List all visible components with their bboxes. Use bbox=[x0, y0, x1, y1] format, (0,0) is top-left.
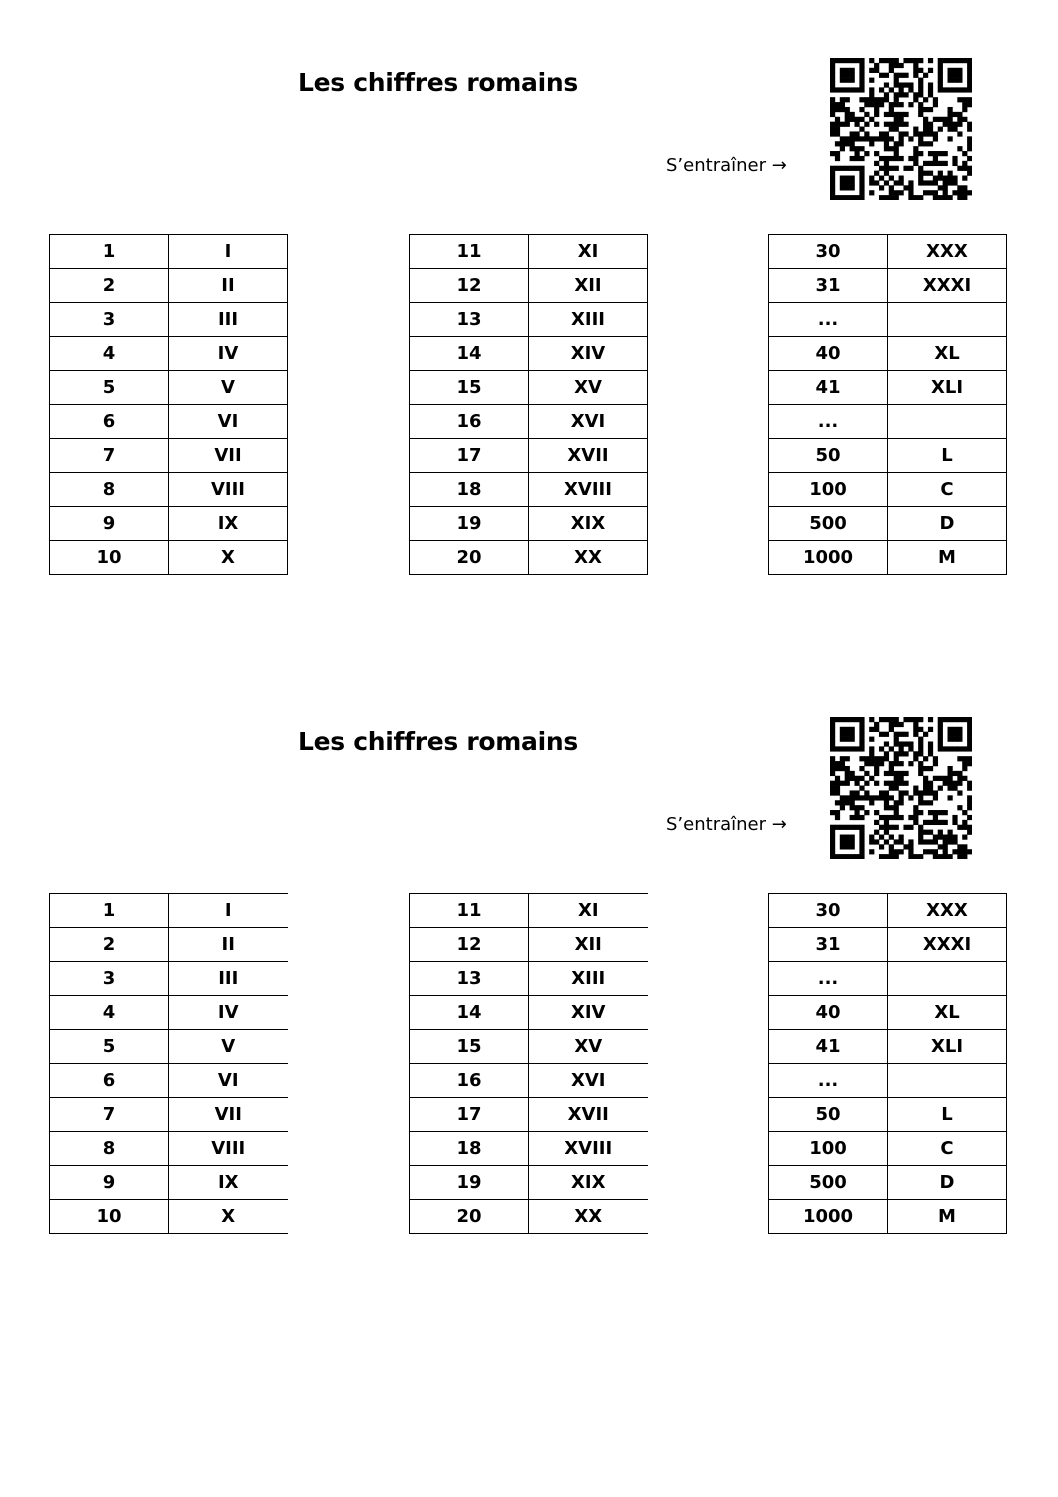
practice-link[interactable]: S’entraîner → bbox=[666, 814, 787, 835]
arabic-number-cell: 10 bbox=[50, 541, 169, 575]
table-row bbox=[410, 1132, 648, 1166]
roman-numeral-cell: XIII bbox=[529, 962, 648, 996]
arabic-number-cell: 500 bbox=[769, 507, 888, 541]
arabic-number-cell: 19 bbox=[410, 1166, 529, 1200]
arabic-number-cell: ... bbox=[769, 303, 888, 337]
arabic-number-cell: ... bbox=[769, 405, 888, 439]
roman-numeral-cell: XX bbox=[529, 541, 648, 575]
table-row bbox=[410, 1064, 648, 1098]
roman-numeral-cell: VI bbox=[169, 405, 288, 439]
table-row bbox=[410, 1200, 648, 1234]
table-row bbox=[410, 507, 648, 541]
roman-numeral-cell: VI bbox=[169, 1064, 288, 1098]
arabic-number-cell: 41 bbox=[769, 1030, 888, 1064]
roman-numeral-cell: XV bbox=[529, 371, 648, 405]
arabic-number-cell: 15 bbox=[410, 371, 529, 405]
table-row bbox=[410, 541, 648, 575]
table-row bbox=[410, 1030, 648, 1064]
roman-numeral-cell: XL bbox=[888, 337, 1007, 371]
arabic-number-cell: 41 bbox=[769, 371, 888, 405]
page-title: Les chiffres romains bbox=[298, 727, 578, 756]
table-row bbox=[50, 507, 288, 541]
roman-numeral-cell: XXX bbox=[888, 235, 1007, 269]
roman-numeral-cell: L bbox=[888, 1098, 1007, 1132]
roman-numeral-cell: XIX bbox=[529, 507, 648, 541]
arabic-number-cell: 50 bbox=[769, 439, 888, 473]
table-row bbox=[410, 269, 648, 303]
table-row bbox=[769, 1030, 1007, 1064]
arabic-number-cell: 16 bbox=[410, 405, 529, 439]
roman-numeral-cell: VII bbox=[169, 439, 288, 473]
table-row bbox=[769, 928, 1007, 962]
roman-numeral-cell: X bbox=[169, 1200, 288, 1234]
table-row bbox=[769, 1064, 1007, 1098]
roman-numeral-cell: L bbox=[888, 439, 1007, 473]
arabic-number-cell: 10 bbox=[50, 1200, 169, 1234]
worksheet-1 bbox=[0, 0, 1058, 640]
table-row bbox=[410, 439, 648, 473]
arabic-number-cell: 30 bbox=[769, 894, 888, 928]
table-row bbox=[769, 541, 1007, 575]
roman-numeral-cell: XIV bbox=[529, 337, 648, 371]
table-row bbox=[50, 1098, 288, 1132]
roman-numeral-cell bbox=[888, 405, 1007, 439]
table-row bbox=[50, 962, 288, 996]
table-row bbox=[410, 996, 648, 1030]
arabic-number-cell: 3 bbox=[50, 303, 169, 337]
roman-numeral-cell: XX bbox=[529, 1200, 648, 1234]
table-row bbox=[769, 337, 1007, 371]
table-row bbox=[769, 996, 1007, 1030]
roman-numeral-cell: XVI bbox=[529, 1064, 648, 1098]
arabic-number-cell: 9 bbox=[50, 1166, 169, 1200]
arabic-number-cell: 8 bbox=[50, 1132, 169, 1166]
table-row bbox=[769, 371, 1007, 405]
page-title: Les chiffres romains bbox=[298, 68, 578, 97]
arabic-number-cell: ... bbox=[769, 1064, 888, 1098]
numeral-table-1-10 bbox=[49, 234, 288, 575]
arabic-number-cell: 40 bbox=[769, 996, 888, 1030]
arabic-number-cell: 6 bbox=[50, 405, 169, 439]
roman-numeral-cell: IV bbox=[169, 337, 288, 371]
arabic-number-cell: 14 bbox=[410, 996, 529, 1030]
arabic-number-cell: 1000 bbox=[769, 1200, 888, 1234]
arabic-number-cell: 11 bbox=[410, 894, 529, 928]
numeral-table-11-20 bbox=[409, 234, 648, 575]
roman-numeral-cell: M bbox=[888, 541, 1007, 575]
arabic-number-cell: 17 bbox=[410, 439, 529, 473]
arabic-number-cell: 31 bbox=[769, 269, 888, 303]
roman-numeral-cell: C bbox=[888, 1132, 1007, 1166]
table-row bbox=[410, 928, 648, 962]
roman-numeral-cell: XVII bbox=[529, 1098, 648, 1132]
table-row bbox=[50, 473, 288, 507]
table-row bbox=[410, 1166, 648, 1200]
arabic-number-cell: 30 bbox=[769, 235, 888, 269]
arabic-number-cell: 5 bbox=[50, 1030, 169, 1064]
table-row bbox=[50, 1064, 288, 1098]
arabic-number-cell: 100 bbox=[769, 473, 888, 507]
roman-numeral-cell: V bbox=[169, 1030, 288, 1064]
arabic-number-cell: 16 bbox=[410, 1064, 529, 1098]
roman-numeral-cell: V bbox=[169, 371, 288, 405]
table-row bbox=[769, 1200, 1007, 1234]
roman-numeral-cell: XXXI bbox=[888, 928, 1007, 962]
table-row bbox=[769, 473, 1007, 507]
table-row bbox=[410, 303, 648, 337]
numeral-table-30-1000 bbox=[768, 234, 1007, 575]
roman-numeral-cell bbox=[888, 303, 1007, 337]
roman-numeral-cell: XI bbox=[529, 235, 648, 269]
roman-numeral-cell: D bbox=[888, 1166, 1007, 1200]
roman-numeral-cell: XV bbox=[529, 1030, 648, 1064]
arabic-number-cell: 12 bbox=[410, 928, 529, 962]
roman-numeral-cell: XIX bbox=[529, 1166, 648, 1200]
arabic-number-cell: 50 bbox=[769, 1098, 888, 1132]
table-row bbox=[50, 439, 288, 473]
table-row bbox=[410, 337, 648, 371]
table-row bbox=[410, 1098, 648, 1132]
arabic-number-cell: 500 bbox=[769, 1166, 888, 1200]
arabic-number-cell: 2 bbox=[50, 928, 169, 962]
table-row bbox=[50, 235, 288, 269]
table-row bbox=[410, 473, 648, 507]
table-row bbox=[769, 1132, 1007, 1166]
roman-numeral-cell: XII bbox=[529, 928, 648, 962]
arabic-number-cell: 4 bbox=[50, 996, 169, 1030]
arabic-number-cell: 4 bbox=[50, 337, 169, 371]
arabic-number-cell: 15 bbox=[410, 1030, 529, 1064]
roman-numeral-cell: XVIII bbox=[529, 1132, 648, 1166]
table-row bbox=[410, 894, 648, 928]
numeral-table-11-20 bbox=[409, 893, 648, 1234]
roman-numeral-cell: X bbox=[169, 541, 288, 575]
arabic-number-cell: 2 bbox=[50, 269, 169, 303]
arabic-number-cell: 100 bbox=[769, 1132, 888, 1166]
roman-numeral-cell: XLI bbox=[888, 1030, 1007, 1064]
table-row bbox=[50, 928, 288, 962]
table-row bbox=[769, 1098, 1007, 1132]
roman-numeral-cell: IX bbox=[169, 507, 288, 541]
table-row bbox=[769, 894, 1007, 928]
arabic-number-cell: 40 bbox=[769, 337, 888, 371]
roman-numeral-cell: XL bbox=[888, 996, 1007, 1030]
table-row bbox=[769, 439, 1007, 473]
numeral-table-1-10 bbox=[49, 893, 288, 1234]
arabic-number-cell: 13 bbox=[410, 303, 529, 337]
table-row bbox=[50, 269, 288, 303]
arabic-number-cell: 14 bbox=[410, 337, 529, 371]
arabic-number-cell: 3 bbox=[50, 962, 169, 996]
table-row bbox=[50, 1200, 288, 1234]
roman-numeral-cell: I bbox=[169, 894, 288, 928]
table-row bbox=[769, 235, 1007, 269]
roman-numeral-cell: IX bbox=[169, 1166, 288, 1200]
arabic-number-cell: 18 bbox=[410, 1132, 529, 1166]
roman-numeral-cell: II bbox=[169, 928, 288, 962]
table-row bbox=[50, 405, 288, 439]
numeral-table-30-1000 bbox=[768, 893, 1007, 1234]
table-row bbox=[50, 1030, 288, 1064]
arabic-number-cell: ... bbox=[769, 962, 888, 996]
roman-numeral-cell: VIII bbox=[169, 473, 288, 507]
arabic-number-cell: 11 bbox=[410, 235, 529, 269]
roman-numeral-cell: XIII bbox=[529, 303, 648, 337]
roman-numeral-cell: VIII bbox=[169, 1132, 288, 1166]
table-row bbox=[769, 962, 1007, 996]
table-row bbox=[50, 1166, 288, 1200]
table-row bbox=[410, 962, 648, 996]
arabic-number-cell: 20 bbox=[410, 541, 529, 575]
table-row bbox=[410, 405, 648, 439]
table-row bbox=[769, 269, 1007, 303]
arabic-number-cell: 1000 bbox=[769, 541, 888, 575]
roman-numeral-cell: XVI bbox=[529, 405, 648, 439]
practice-link[interactable]: S’entraîner → bbox=[666, 155, 787, 176]
roman-numeral-cell bbox=[888, 962, 1007, 996]
roman-numeral-cell: D bbox=[888, 507, 1007, 541]
table-row bbox=[410, 371, 648, 405]
arabic-number-cell: 13 bbox=[410, 962, 529, 996]
worksheet-2 bbox=[0, 659, 1058, 1299]
roman-numeral-cell: XXX bbox=[888, 894, 1007, 928]
table-row bbox=[769, 507, 1007, 541]
arabic-number-cell: 1 bbox=[50, 235, 169, 269]
roman-numeral-cell: XII bbox=[529, 269, 648, 303]
roman-numeral-cell: XLI bbox=[888, 371, 1007, 405]
roman-numeral-cell: IV bbox=[169, 996, 288, 1030]
arabic-number-cell: 5 bbox=[50, 371, 169, 405]
arabic-number-cell: 17 bbox=[410, 1098, 529, 1132]
roman-numeral-cell: VII bbox=[169, 1098, 288, 1132]
arabic-number-cell: 18 bbox=[410, 473, 529, 507]
qr-code-icon[interactable] bbox=[830, 58, 972, 200]
roman-numeral-cell: C bbox=[888, 473, 1007, 507]
roman-numeral-cell: XVIII bbox=[529, 473, 648, 507]
arabic-number-cell: 1 bbox=[50, 894, 169, 928]
roman-numeral-cell: XIV bbox=[529, 996, 648, 1030]
roman-numeral-cell: XI bbox=[529, 894, 648, 928]
arabic-number-cell: 19 bbox=[410, 507, 529, 541]
arabic-number-cell: 8 bbox=[50, 473, 169, 507]
table-row bbox=[50, 541, 288, 575]
arabic-number-cell: 7 bbox=[50, 1098, 169, 1132]
arabic-number-cell: 7 bbox=[50, 439, 169, 473]
arabic-number-cell: 9 bbox=[50, 507, 169, 541]
roman-numeral-cell: III bbox=[169, 303, 288, 337]
table-row bbox=[769, 1166, 1007, 1200]
roman-numeral-cell: M bbox=[888, 1200, 1007, 1234]
arabic-number-cell: 12 bbox=[410, 269, 529, 303]
table-row bbox=[50, 371, 288, 405]
roman-numeral-cell: II bbox=[169, 269, 288, 303]
table-row bbox=[50, 996, 288, 1030]
table-row bbox=[410, 235, 648, 269]
arabic-number-cell: 20 bbox=[410, 1200, 529, 1234]
roman-numeral-cell: XXXI bbox=[888, 269, 1007, 303]
table-row bbox=[769, 303, 1007, 337]
roman-numeral-cell bbox=[888, 1064, 1007, 1098]
roman-numeral-cell: I bbox=[169, 235, 288, 269]
table-row bbox=[769, 405, 1007, 439]
qr-code-icon[interactable] bbox=[830, 717, 972, 859]
table-row bbox=[50, 303, 288, 337]
roman-numeral-cell: XVII bbox=[529, 439, 648, 473]
table-row bbox=[50, 337, 288, 371]
table-row bbox=[50, 894, 288, 928]
arabic-number-cell: 6 bbox=[50, 1064, 169, 1098]
roman-numeral-cell: III bbox=[169, 962, 288, 996]
arabic-number-cell: 31 bbox=[769, 928, 888, 962]
table-row bbox=[50, 1132, 288, 1166]
